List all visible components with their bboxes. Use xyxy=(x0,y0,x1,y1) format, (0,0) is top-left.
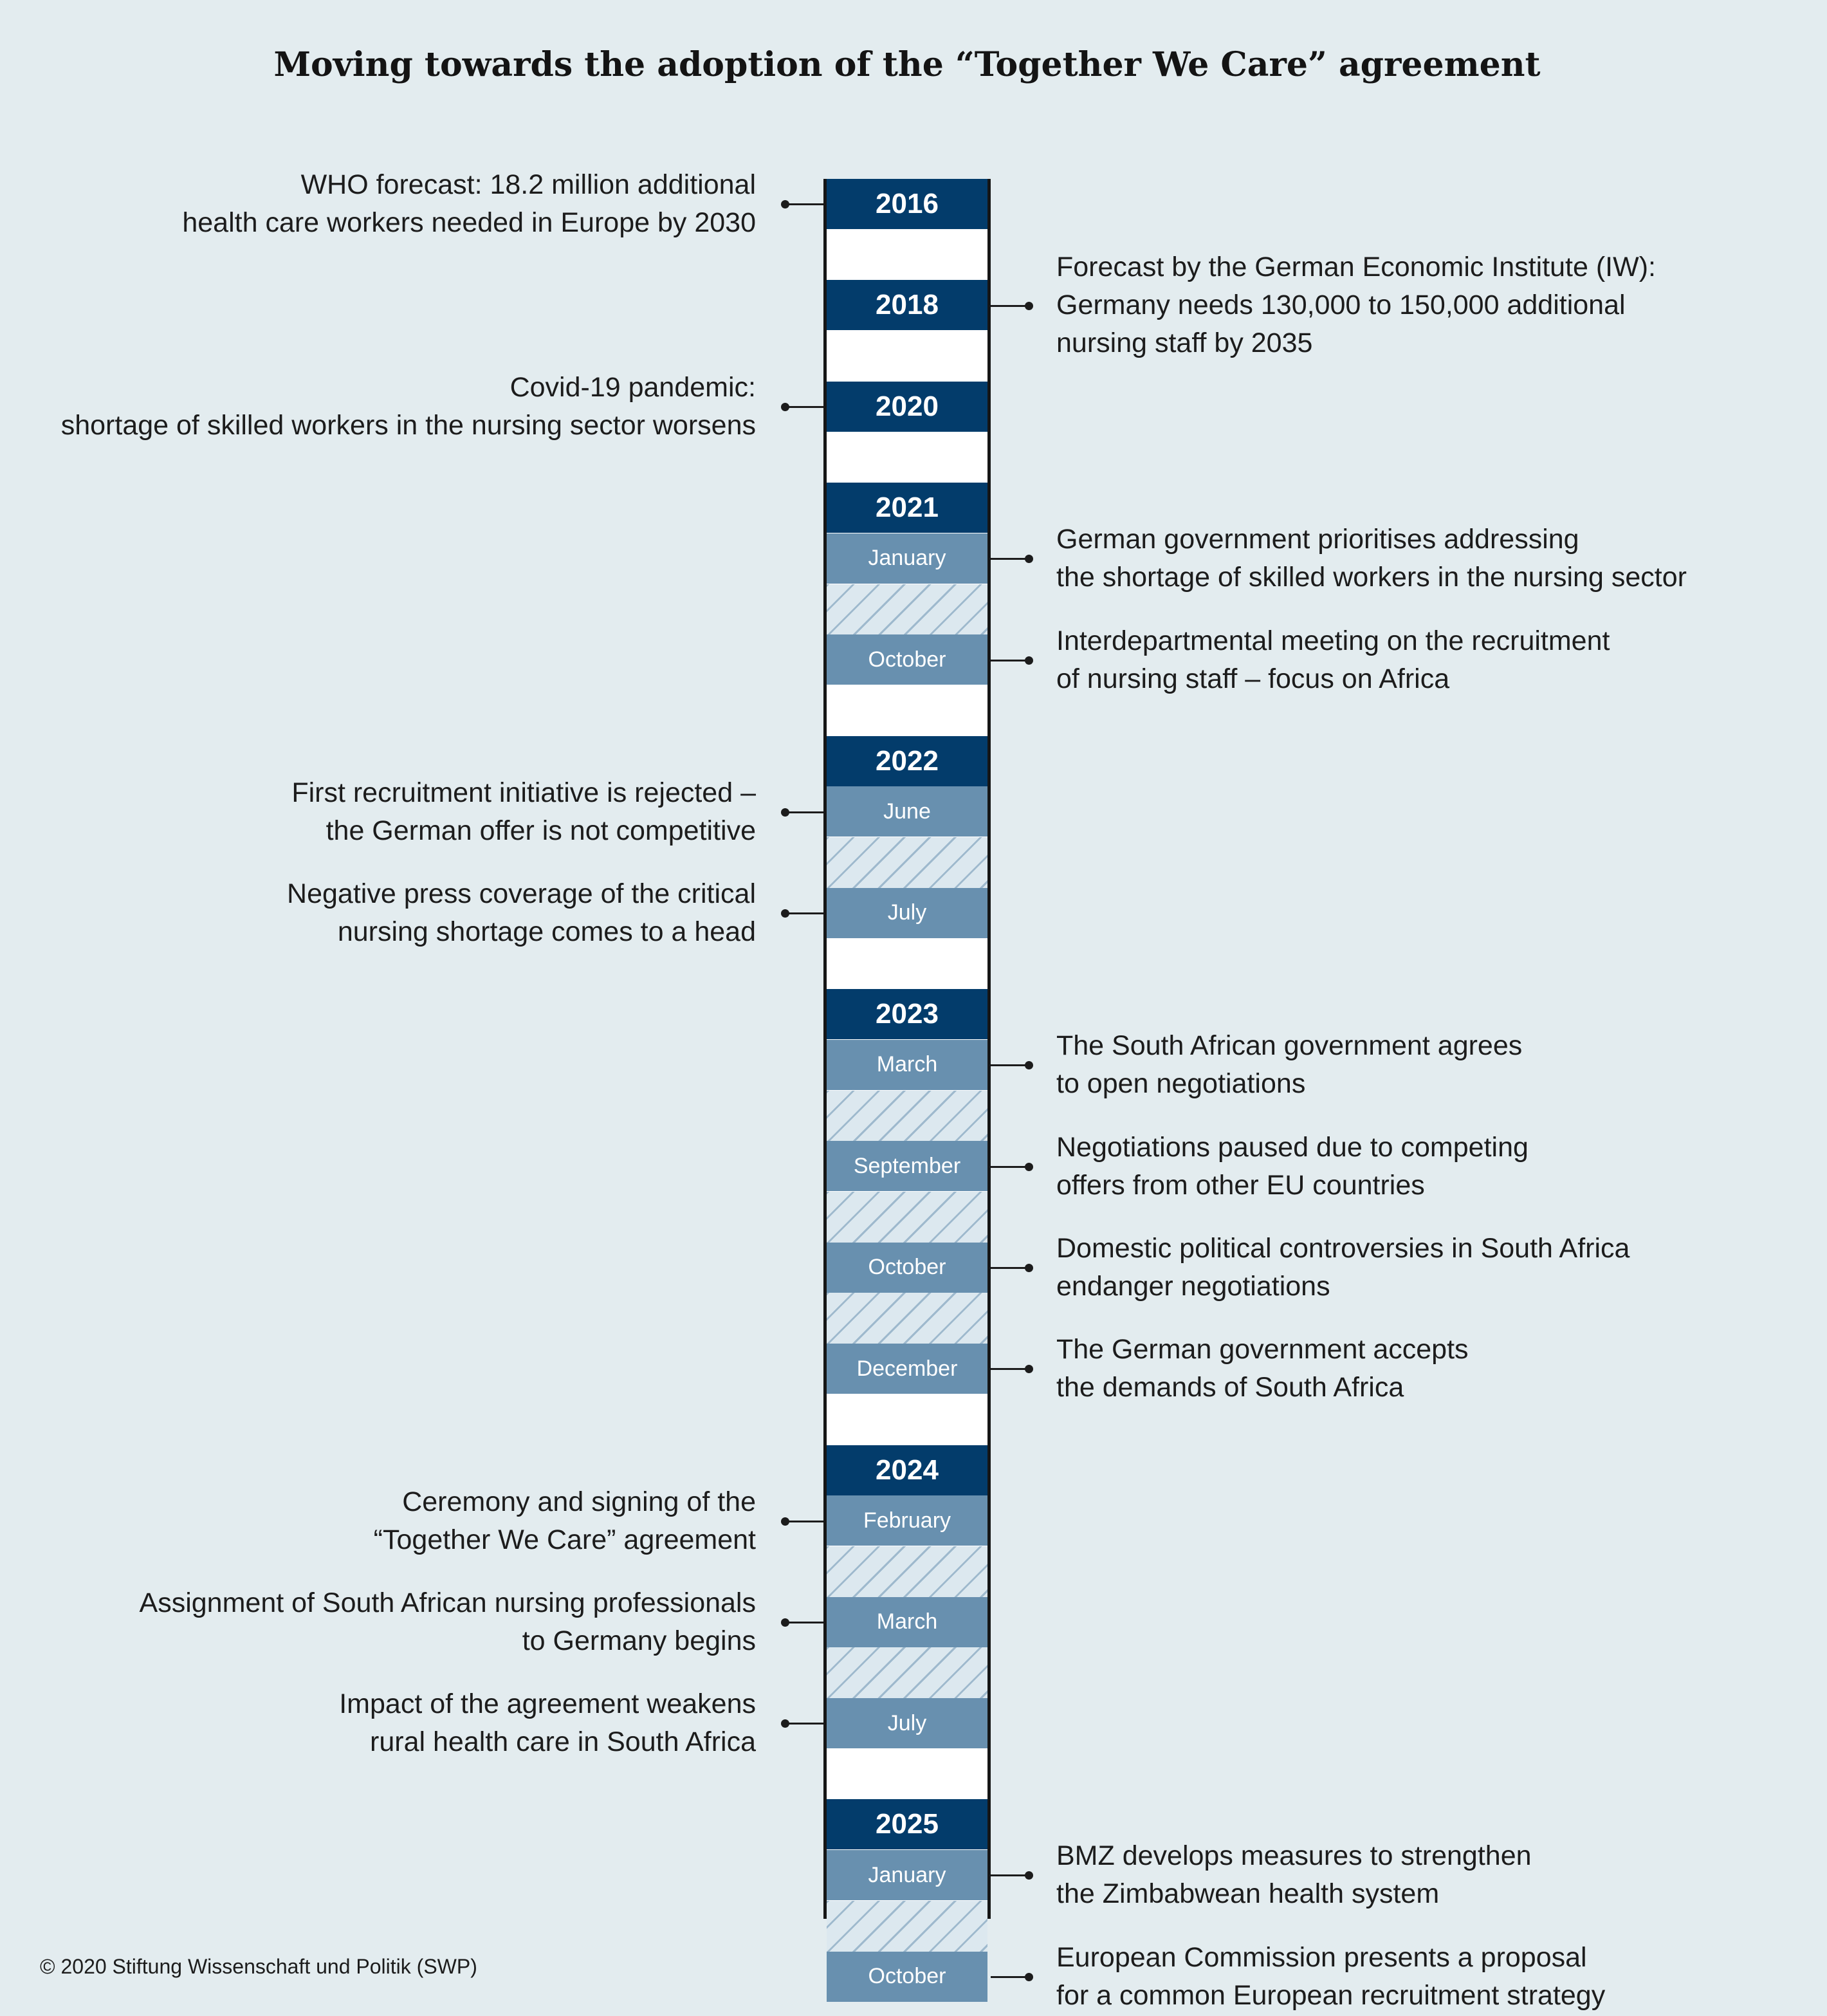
event-text-line: Ceremony and signing of the xyxy=(402,1486,756,1517)
event-text-line: The German government accepts xyxy=(1056,1334,1469,1365)
event-connector xyxy=(991,1368,1031,1370)
event-text-line: Germany needs 130,000 to 150,000 additional xyxy=(1056,290,1626,321)
connector-dot xyxy=(1025,1061,1033,1069)
connector-dot xyxy=(781,403,789,411)
gap-hatch xyxy=(827,1293,987,1344)
event-right xyxy=(1056,1027,1764,1103)
year-2016: 2016 xyxy=(827,179,987,229)
copyright-footer: © 2020 Stiftung Wissenschaft und Politik (SWP) xyxy=(40,1955,477,1978)
event-text-line: Assignment of South African nursing professionals xyxy=(139,1587,756,1618)
month-july-2022: July xyxy=(827,888,987,938)
event-connector xyxy=(784,406,823,408)
event-text-line: the demands of South Africa xyxy=(1056,1372,1404,1403)
event-connector xyxy=(991,660,1031,661)
event-connector xyxy=(784,912,823,914)
event-connector xyxy=(991,1267,1031,1269)
event-right xyxy=(1056,1939,1764,2015)
connector-dot xyxy=(1025,1365,1033,1373)
event-right xyxy=(1056,1837,1764,1913)
gap-hatch xyxy=(827,1546,987,1597)
connector-dot xyxy=(781,808,789,817)
event-text-line: Interdepartmental meeting on the recruitment xyxy=(1056,625,1610,656)
connector-dot xyxy=(781,1618,789,1627)
event-text-line: for a common European recruitment strategy xyxy=(1056,1979,1606,2011)
month-december-2023: December xyxy=(827,1344,987,1394)
connector-dot xyxy=(1025,656,1033,665)
event-text-line: the shortage of skilled workers in the nursing sector xyxy=(1056,562,1687,593)
connector-dot xyxy=(1025,1973,1033,1981)
event-left xyxy=(48,369,756,445)
connector-dot xyxy=(1025,555,1033,563)
month-january-2021: January xyxy=(827,533,987,584)
event-text-line: Impact of the agreement weakens xyxy=(339,1688,756,1720)
month-february-2024: February xyxy=(827,1495,987,1546)
connector-dot xyxy=(781,1719,789,1728)
event-text-line: to open negotiations xyxy=(1056,1068,1306,1100)
event-text-line: Covid-19 pandemic: xyxy=(510,372,756,403)
month-october-2021: October xyxy=(827,634,987,685)
connector-dot xyxy=(1025,302,1033,310)
year-2024: 2024 xyxy=(827,1445,987,1495)
event-text-line: European Commission presents a proposal xyxy=(1056,1941,1587,1973)
event-text-line: to Germany begins xyxy=(522,1625,756,1656)
month-july-2024: July xyxy=(827,1698,987,1748)
event-connector xyxy=(784,811,823,813)
connector-dot xyxy=(781,200,789,208)
event-connector xyxy=(991,305,1031,307)
gap-hatch xyxy=(827,1901,987,1952)
gap-hatch xyxy=(827,584,987,635)
month-september-2023: September xyxy=(827,1141,987,1191)
year-2020: 2020 xyxy=(827,382,987,432)
year-2018: 2018 xyxy=(827,280,987,330)
event-right xyxy=(1056,248,1764,362)
gap-hatch xyxy=(827,837,987,888)
month-october-2023: October xyxy=(827,1243,987,1293)
event-left xyxy=(48,1584,756,1660)
month-march-2023: March xyxy=(827,1040,987,1090)
event-right xyxy=(1056,1331,1764,1407)
connector-dot xyxy=(781,909,789,918)
event-text-line: shortage of skilled workers in the nursing sector worsens xyxy=(60,410,756,441)
event-left xyxy=(48,1685,756,1761)
event-connector xyxy=(784,1521,823,1522)
event-text-line: WHO forecast: 18.2 million additional xyxy=(300,169,756,201)
connector-dot xyxy=(1025,1264,1033,1272)
event-text-line: Negotiations paused due to competing xyxy=(1056,1131,1529,1163)
chart-title: Moving towards the adoption of the “Together We Care” agreement xyxy=(273,45,1541,84)
month-january-2025: January xyxy=(827,1850,987,1900)
event-text-line: nursing staff by 2035 xyxy=(1056,328,1313,359)
event-connector xyxy=(784,1622,823,1623)
month-october-2025: October xyxy=(827,1952,987,2002)
event-connector xyxy=(784,1723,823,1725)
gap-hatch xyxy=(827,1647,987,1698)
event-text-line: the German offer is not competitive xyxy=(326,815,756,846)
event-text-line: endanger negotiations xyxy=(1056,1271,1330,1302)
year-2025: 2025 xyxy=(827,1799,987,1849)
gap-hatch xyxy=(827,1091,987,1142)
connector-dot xyxy=(1025,1871,1033,1880)
event-text-line: Domestic political controversies in South Africa xyxy=(1056,1233,1630,1264)
event-connector xyxy=(991,1976,1031,1978)
event-text-line: nursing shortage comes to a head xyxy=(337,916,756,948)
event-left xyxy=(48,166,756,242)
event-text-line: The South African government agrees xyxy=(1056,1030,1523,1062)
event-text-line: offers from other EU countries xyxy=(1056,1169,1425,1201)
year-2023: 2023 xyxy=(827,989,987,1039)
event-text-line: health care workers needed in Europe by 2030 xyxy=(182,207,756,239)
event-text-line: “Together We Care” agreement xyxy=(373,1524,756,1555)
event-connector xyxy=(991,1166,1031,1168)
event-right xyxy=(1056,1129,1764,1205)
event-text-line: German government prioritises addressing xyxy=(1056,524,1579,555)
event-text-line: the Zimbabwean health system xyxy=(1056,1878,1440,1910)
event-right xyxy=(1056,622,1764,698)
event-text-line: rural health care in South Africa xyxy=(370,1726,756,1758)
year-2021: 2021 xyxy=(827,483,987,533)
event-connector xyxy=(991,1064,1031,1066)
event-right xyxy=(1056,521,1764,596)
event-connector xyxy=(784,203,823,205)
gap-hatch xyxy=(827,1192,987,1243)
month-march-2024: March xyxy=(827,1597,987,1647)
event-right xyxy=(1056,1230,1764,1306)
year-2022: 2022 xyxy=(827,736,987,786)
event-text-line: Forecast by the German Economic Institute (IW): xyxy=(1056,252,1656,283)
month-june-2022: June xyxy=(827,786,987,837)
event-left xyxy=(48,1483,756,1559)
event-text-line: First recruitment initiative is rejected – xyxy=(291,777,756,808)
event-text-line: BMZ develops measures to strengthen xyxy=(1056,1840,1532,1872)
event-text-line: Negative press coverage of the critical xyxy=(287,878,756,910)
event-left xyxy=(48,774,756,850)
connector-dot xyxy=(1025,1163,1033,1171)
event-connector xyxy=(991,1874,1031,1876)
event-connector xyxy=(991,558,1031,560)
event-text-line: of nursing staff – focus on Africa xyxy=(1056,663,1450,694)
connector-dot xyxy=(781,1517,789,1526)
event-left xyxy=(48,875,756,951)
